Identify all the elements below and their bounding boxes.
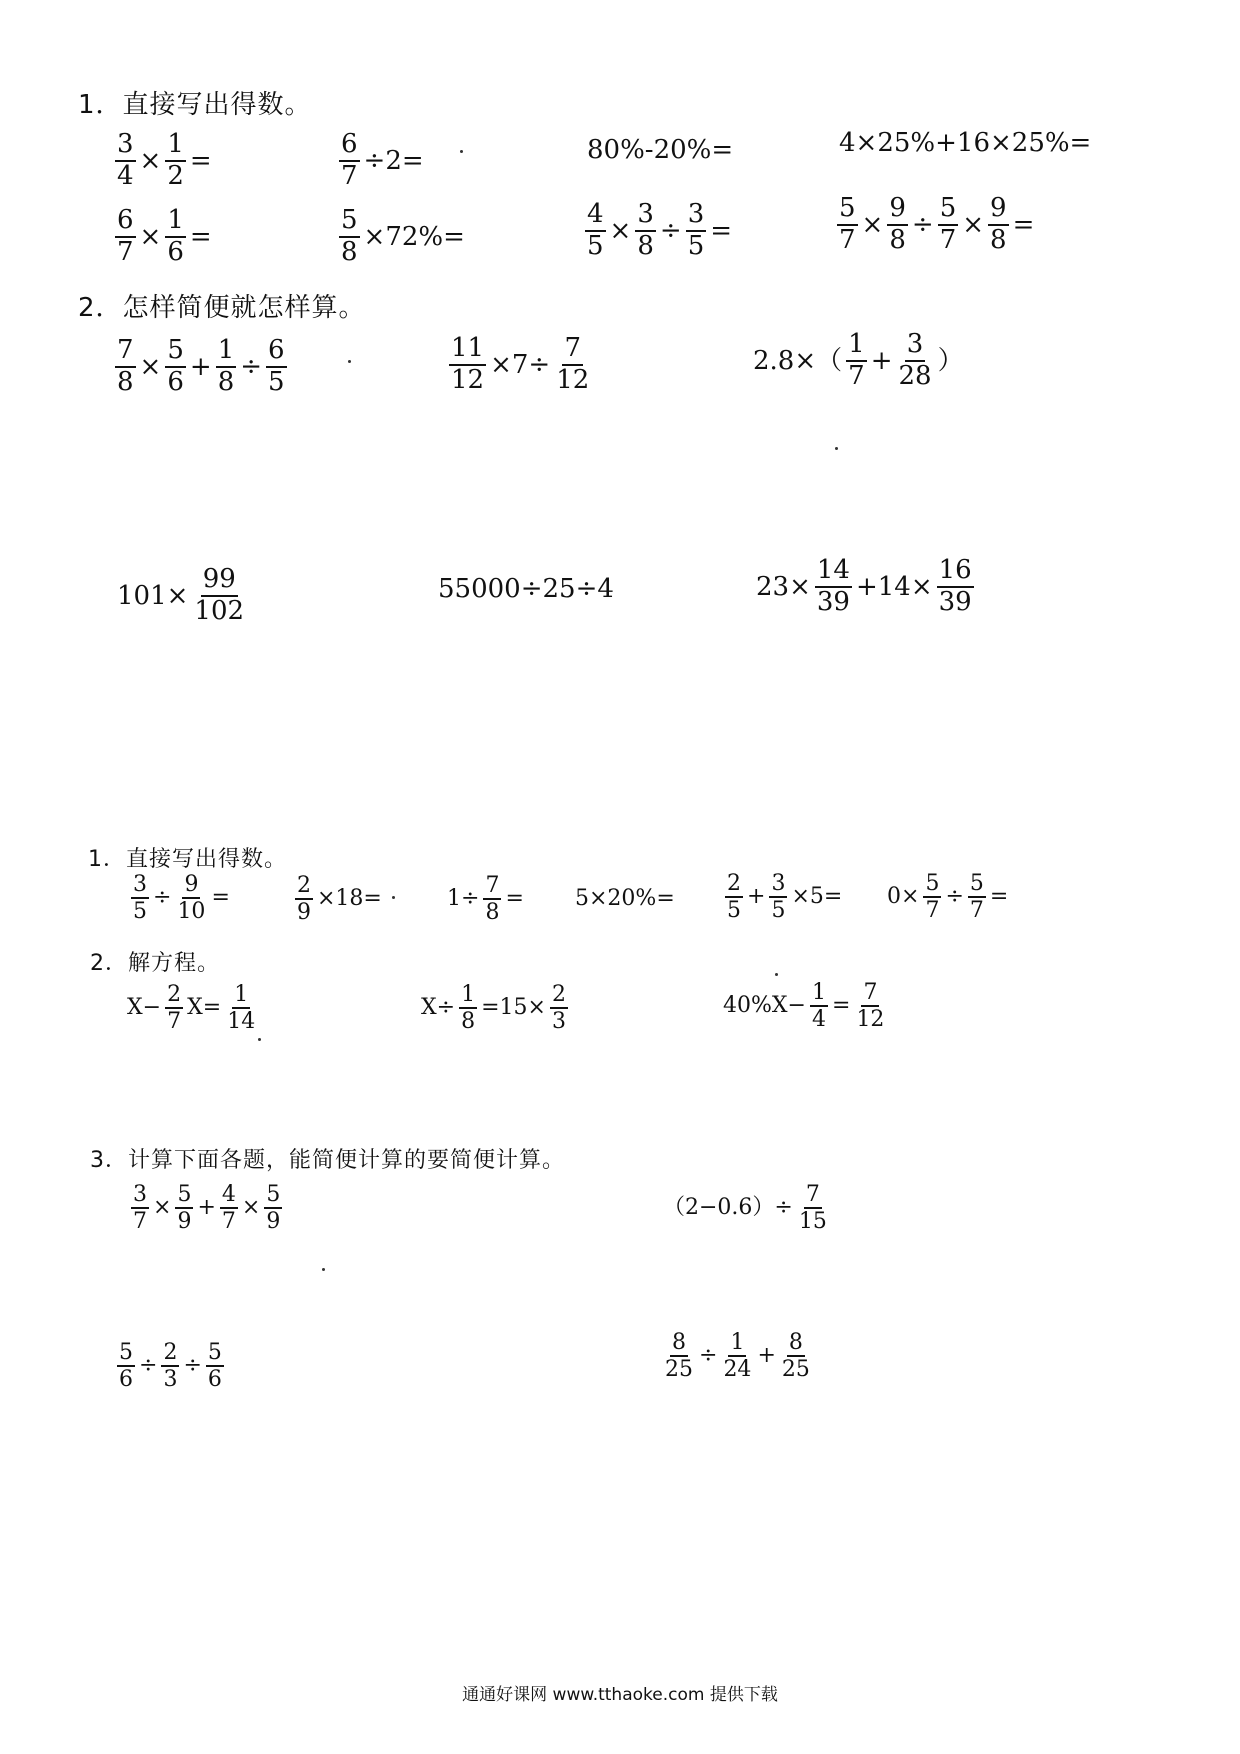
numerator: 5 [339, 206, 360, 238]
denominator: 7 [939, 224, 957, 255]
operator-text: = [1012, 209, 1035, 240]
denominator: 39 [816, 586, 850, 617]
operator-text: 1÷ [447, 886, 480, 912]
fraction [165, 206, 186, 268]
operator-text: ÷ [139, 1353, 158, 1379]
fraction [846, 330, 867, 392]
fraction [635, 200, 656, 262]
operator-text: 5×20%= [575, 886, 675, 911]
operator-text: X− [127, 995, 162, 1021]
expression [336, 130, 425, 192]
fraction [896, 330, 933, 392]
denominator: 8 [990, 224, 1007, 255]
expression [834, 194, 1035, 256]
expression [437, 576, 615, 602]
expression [446, 873, 525, 926]
denominator: 3 [163, 1367, 178, 1393]
operator-text: 80%-20%= [587, 135, 734, 165]
operator-text: （2−0.6）÷ [663, 1195, 793, 1221]
operator-text: × [139, 221, 162, 252]
denominator: 4 [117, 160, 134, 191]
numerator: 2 [725, 871, 743, 898]
denominator: 7 [167, 1009, 182, 1035]
numerator: 7 [115, 336, 136, 368]
expression [116, 565, 249, 627]
denominator: 8 [341, 236, 358, 267]
denominator: 14 [227, 1009, 256, 1035]
fraction [339, 130, 360, 192]
fraction [175, 872, 207, 925]
numerator: 9 [182, 872, 200, 899]
fraction [161, 1340, 179, 1393]
operator-text: 4×25%+16×25%= [839, 128, 1092, 158]
scan-speck [392, 896, 395, 899]
fraction [295, 873, 313, 926]
numerator: 99 [201, 565, 238, 597]
operator-text: ÷ [911, 209, 934, 240]
numerator: 6 [115, 206, 136, 238]
fraction [165, 336, 186, 398]
denominator: 6 [167, 366, 184, 397]
fraction [220, 1182, 238, 1235]
fraction [837, 194, 858, 256]
denominator: 6 [119, 1367, 133, 1393]
numerator: 3 [115, 130, 136, 162]
expression [662, 1182, 832, 1235]
numerator: 2 [550, 982, 568, 1009]
denominator: 6 [167, 236, 184, 267]
numerator: 1 [165, 206, 186, 238]
numerator: 5 [923, 871, 941, 898]
numerator: 3 [635, 200, 656, 232]
expression [838, 130, 1092, 156]
numerator: 1 [216, 336, 237, 368]
scan-speck [258, 1038, 261, 1041]
denominator: 8 [117, 366, 134, 397]
numerator: 9 [887, 194, 908, 226]
section-heading-simplify: 2．怎样简便就怎样算。 [78, 293, 366, 323]
numerator: 8 [787, 1330, 805, 1357]
expression [446, 334, 594, 396]
fraction [225, 982, 257, 1035]
numerator: 1 [232, 982, 250, 1009]
fraction [115, 336, 136, 398]
fraction [264, 1182, 282, 1235]
denominator: 6 [207, 1367, 222, 1393]
expression [755, 556, 977, 618]
denominator: 5 [133, 899, 147, 925]
scan-speck [775, 973, 778, 976]
operator-text: ÷ [659, 215, 682, 246]
fraction [769, 871, 787, 924]
fraction [117, 1340, 135, 1393]
denominator: 12 [451, 364, 485, 395]
fraction [175, 1182, 193, 1235]
expression [886, 871, 1009, 924]
fraction [483, 873, 501, 926]
operator-text: 23× [756, 571, 811, 602]
fraction [815, 556, 852, 618]
numerator: 16 [937, 556, 974, 588]
numerator: 1 [846, 330, 867, 362]
denominator: 2 [167, 160, 184, 191]
expression [722, 871, 843, 924]
denominator: 3 [551, 1009, 566, 1035]
scan-speck [348, 360, 351, 363]
numerator: 2 [161, 1340, 179, 1367]
denominator: 10 [177, 899, 206, 925]
operator-text: × [153, 1195, 172, 1221]
fraction [725, 871, 743, 924]
operator-text: ÷ [183, 1353, 202, 1379]
numerator: 2 [295, 873, 313, 900]
numerator: 2 [165, 982, 183, 1009]
denominator: 7 [848, 360, 865, 391]
numerator: 1 [810, 980, 828, 1007]
fraction [266, 336, 287, 398]
operator-text: ÷ [153, 885, 172, 911]
operator-text: ÷ [945, 884, 964, 910]
denominator: 5 [771, 898, 786, 924]
section-heading-direct-answers: 1．直接写出得数。 [78, 90, 312, 120]
fraction [216, 336, 237, 398]
operator-text: 2.8×（ [753, 345, 843, 376]
numerator: 5 [165, 336, 186, 368]
section-heading-compute: 3．计算下面各题，能简便计算的要简便计算。 [90, 1148, 565, 1173]
operator-text: = [189, 145, 212, 176]
operator-text: 101× [117, 580, 189, 611]
numerator: 6 [266, 336, 287, 368]
operator-text: + [757, 1343, 776, 1369]
fraction [115, 130, 136, 192]
denominator: 24 [723, 1357, 752, 1383]
operator-text: 55000÷25÷4 [438, 574, 614, 604]
operator-text: + [189, 351, 212, 382]
numerator: 1 [459, 982, 477, 1009]
expression [660, 1330, 815, 1383]
expression [128, 1182, 285, 1235]
fraction [459, 982, 477, 1035]
denominator: 5 [727, 898, 741, 924]
expression [420, 982, 571, 1035]
fraction [887, 194, 908, 256]
numerator: 7 [804, 1182, 822, 1209]
fraction [554, 334, 591, 396]
numerator: 4 [585, 200, 606, 232]
operator-text: = [710, 215, 733, 246]
numerator: 5 [938, 194, 959, 226]
numerator: 5 [175, 1182, 193, 1209]
operator-text: × [609, 215, 632, 246]
numerator: 9 [988, 194, 1009, 226]
operator-text: ×7÷ [490, 349, 551, 380]
numerator: 7 [483, 873, 501, 900]
numerator: 14 [815, 556, 852, 588]
expression [112, 336, 290, 398]
numerator: 3 [769, 871, 787, 898]
operator-text: × [962, 209, 985, 240]
fraction [131, 1182, 149, 1235]
fraction [339, 206, 360, 268]
fraction [663, 1330, 695, 1383]
denominator: 7 [839, 224, 856, 255]
operator-text: ×72%= [363, 221, 465, 252]
fraction [165, 130, 186, 192]
expression [126, 982, 260, 1035]
denominator: 5 [268, 366, 285, 397]
denominator: 8 [217, 366, 235, 397]
operator-text: × [861, 209, 884, 240]
fraction [923, 871, 941, 924]
fraction [854, 980, 886, 1033]
scan-speck [322, 1268, 325, 1271]
operator-text: ×18= [317, 886, 382, 912]
expression [574, 888, 676, 910]
numerator: 1 [165, 130, 186, 162]
section-heading-solve-equations: 2．解方程。 [90, 951, 220, 976]
expression [752, 330, 965, 392]
numerator: 5 [117, 1340, 135, 1367]
denominator: 7 [133, 1209, 147, 1235]
fraction [968, 871, 986, 924]
fraction [797, 1182, 829, 1235]
numerator: 3 [131, 872, 149, 899]
denominator: 5 [587, 230, 604, 261]
denominator: 25 [781, 1357, 810, 1383]
fraction [550, 982, 568, 1035]
operator-text: = [189, 221, 212, 252]
scan-speck [460, 150, 463, 153]
denominator: 7 [117, 236, 134, 267]
fraction [115, 206, 136, 268]
numerator: 5 [206, 1340, 224, 1367]
section-heading-direct-answers-2: 1．直接写出得数。 [88, 847, 287, 872]
operator-text: × [241, 1195, 261, 1221]
numerator: 5 [837, 194, 858, 226]
operator-text: 40%X− [723, 993, 806, 1019]
numerator: 5 [264, 1182, 282, 1209]
operator-text: ÷ [699, 1343, 718, 1369]
denominator: 8 [461, 1009, 476, 1035]
expression [112, 206, 213, 268]
operator-text: =15× [481, 995, 546, 1021]
expression [128, 872, 231, 925]
expression [114, 1340, 227, 1393]
denominator: 12 [556, 364, 590, 395]
operator-text: ×5= [791, 884, 843, 910]
operator-text: = [505, 886, 524, 912]
fraction [721, 1330, 753, 1383]
operator-text: 0× [887, 884, 920, 910]
denominator: 15 [798, 1209, 827, 1235]
fraction [585, 200, 606, 262]
denominator: 8 [485, 900, 500, 926]
footer-source-note: 通通好课网 www.tthaoke.com 提供下载 [462, 1685, 778, 1705]
expression [582, 200, 733, 262]
fraction [192, 565, 246, 627]
operator-text: = [989, 884, 1009, 910]
numerator: 3 [686, 200, 707, 232]
operator-text: ） [937, 345, 964, 376]
denominator: 9 [297, 900, 311, 926]
denominator: 39 [938, 586, 972, 617]
denominator: 25 [665, 1357, 693, 1383]
denominator: 7 [925, 898, 940, 924]
expression [112, 130, 213, 192]
denominator: 8 [637, 230, 654, 261]
operator-text: X= [187, 995, 222, 1021]
denominator: 4 [812, 1007, 826, 1033]
operator-text: × [139, 351, 162, 382]
fraction [686, 200, 707, 262]
operator-text: × [139, 145, 162, 176]
operator-text: + [197, 1195, 216, 1221]
expression [586, 137, 734, 163]
operator-text: = [832, 993, 851, 1019]
denominator: 7 [221, 1209, 236, 1235]
numerator: 3 [131, 1182, 149, 1209]
denominator: 9 [177, 1209, 192, 1235]
numerator: 5 [968, 871, 986, 898]
fraction [131, 872, 149, 925]
denominator: 9 [266, 1209, 281, 1235]
numerator: 7 [562, 334, 583, 366]
fraction [780, 1330, 812, 1383]
operator-text: = [211, 885, 230, 911]
expression [336, 206, 466, 268]
fraction [938, 194, 959, 256]
denominator: 7 [341, 160, 358, 191]
numerator: 4 [220, 1182, 238, 1209]
fraction [937, 556, 974, 618]
denominator: 12 [856, 1007, 885, 1033]
operator-text: + [870, 345, 893, 376]
denominator: 7 [969, 898, 984, 924]
operator-text: ÷2= [363, 145, 424, 176]
scan-speck [835, 447, 838, 450]
fraction [988, 194, 1009, 256]
expression [722, 980, 889, 1033]
fraction [206, 1340, 224, 1393]
operator-text: + [747, 884, 766, 910]
denominator: 5 [687, 230, 705, 261]
operator-text: ÷ [240, 351, 263, 382]
fraction [810, 980, 828, 1033]
numerator: 7 [861, 980, 879, 1007]
operator-text: X÷ [421, 995, 456, 1021]
numerator: 11 [449, 334, 486, 366]
numerator: 1 [728, 1330, 746, 1357]
fraction [449, 334, 486, 396]
denominator: 102 [194, 595, 245, 626]
operator-text: +14× [855, 571, 933, 602]
numerator: 6 [339, 130, 360, 162]
expression [292, 873, 383, 926]
denominator: 8 [889, 224, 906, 255]
denominator: 28 [898, 360, 932, 391]
numerator: 8 [670, 1330, 688, 1357]
fraction [165, 982, 183, 1035]
numerator: 3 [905, 330, 926, 362]
